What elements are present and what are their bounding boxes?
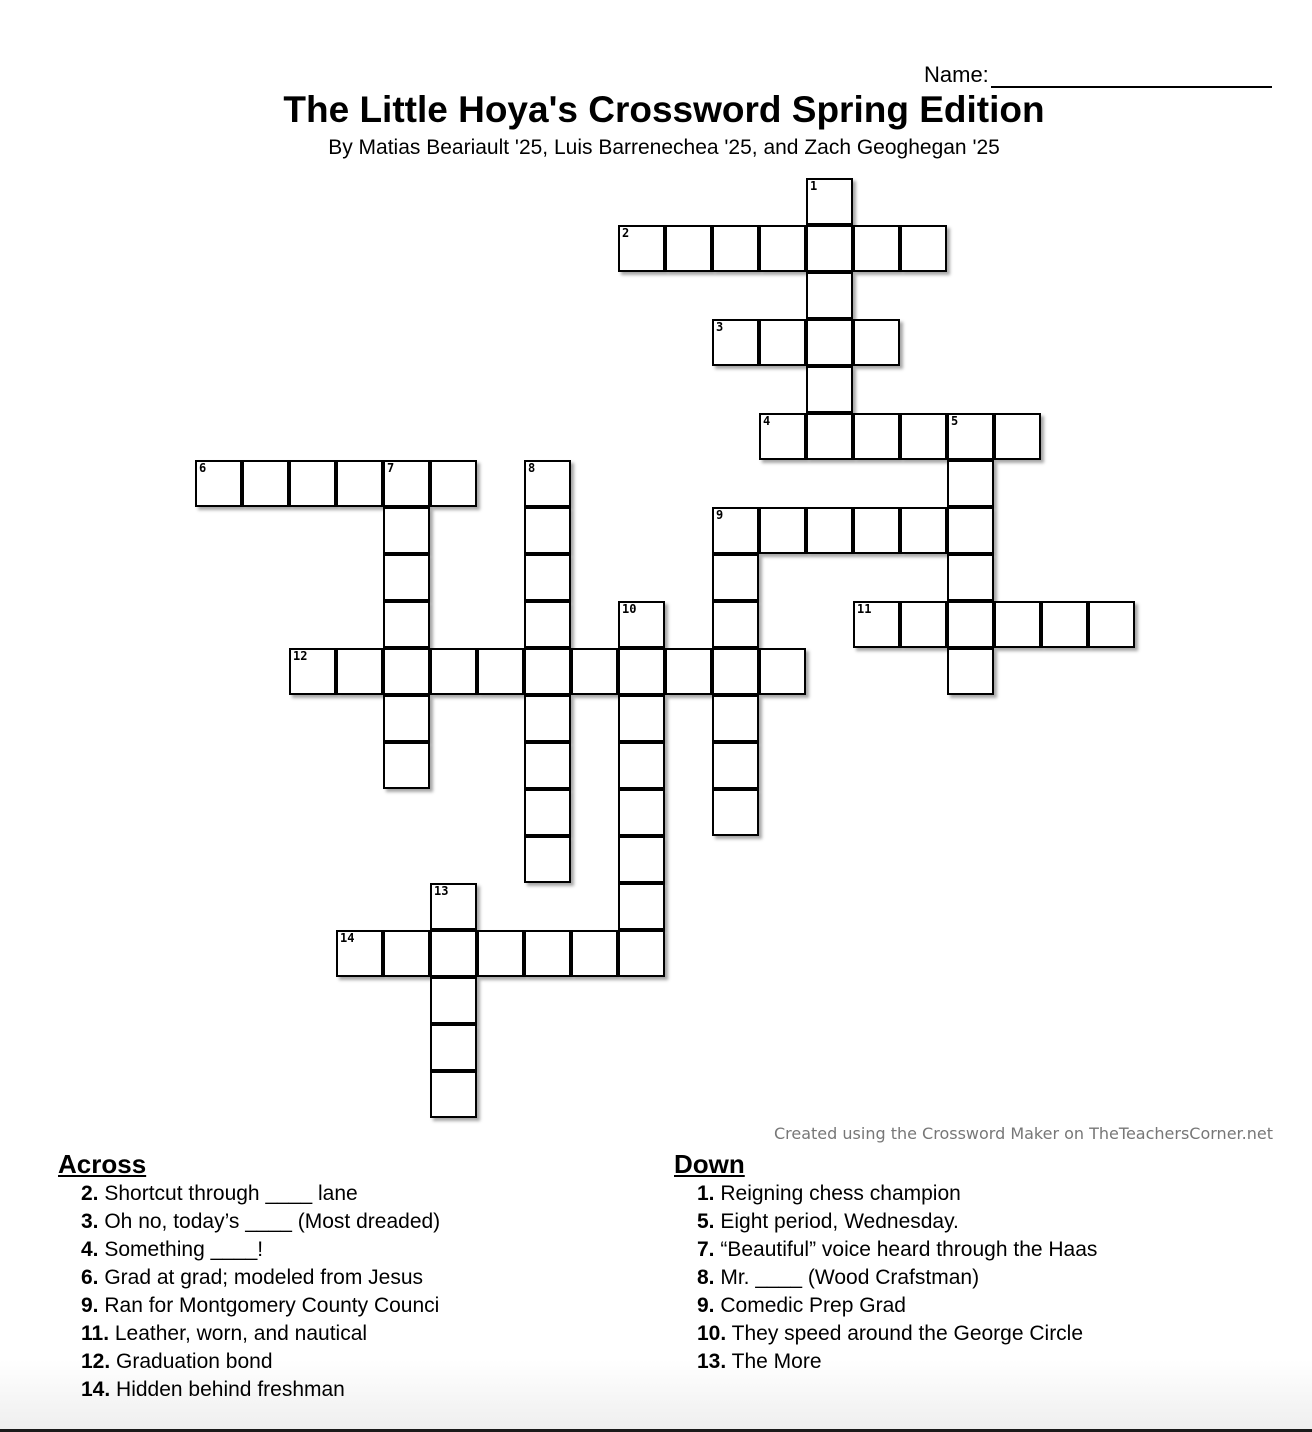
clue-text: “Beautiful” voice heard through the Haas	[714, 1238, 1098, 1261]
crossword-cell[interactable]	[383, 648, 430, 695]
across-clue	[81, 1292, 440, 1320]
crossword-cell[interactable]	[524, 554, 571, 601]
crossword-cell[interactable]	[853, 319, 900, 366]
clue-number: 9.	[81, 1294, 99, 1317]
crossword-cell[interactable]	[712, 789, 759, 836]
clue-text: Shortcut through ____ lane	[98, 1182, 358, 1205]
crossword-cell[interactable]	[618, 648, 665, 695]
crossword-cell[interactable]	[618, 742, 665, 789]
across-clue	[81, 1236, 440, 1264]
crossword-cell[interactable]	[853, 507, 900, 554]
cell-clue-number: 8	[528, 461, 536, 475]
clue-number: 10.	[697, 1322, 727, 1345]
crossword-cell[interactable]	[665, 225, 712, 272]
crossword-cell[interactable]	[383, 695, 430, 742]
crossword-cell[interactable]	[477, 648, 524, 695]
crossword-cell[interactable]	[524, 648, 571, 695]
clue-number: 14.	[81, 1378, 111, 1401]
crossword-cell[interactable]	[853, 601, 900, 648]
down-clue-list	[674, 1180, 1097, 1376]
crossword-cell[interactable]	[477, 930, 524, 977]
crossword-cell[interactable]	[947, 413, 994, 460]
crossword-cell[interactable]	[242, 460, 289, 507]
crossword-cell[interactable]	[806, 319, 853, 366]
crossword-cell[interactable]	[383, 554, 430, 601]
crossword-cell[interactable]	[712, 601, 759, 648]
cell-clue-number: 14	[340, 931, 355, 945]
down-clue	[697, 1348, 1097, 1376]
cell-clue-number: 5	[951, 414, 959, 428]
crossword-cell[interactable]	[712, 225, 759, 272]
crossword-cell[interactable]	[524, 460, 571, 507]
down-clue	[697, 1180, 1097, 1208]
clue-number: 1.	[697, 1182, 715, 1205]
crossword-cell[interactable]	[900, 601, 947, 648]
cell-clue-number: 7	[387, 461, 395, 475]
crossword-cell[interactable]	[712, 554, 759, 601]
crossword-cell[interactable]	[618, 789, 665, 836]
clue-number: 11.	[81, 1322, 110, 1345]
down-clue	[697, 1292, 1097, 1320]
across-clue-list	[58, 1180, 440, 1404]
clue-text: Grad at grad; modeled from Jesus	[98, 1266, 424, 1289]
crossword-cell[interactable]	[853, 413, 900, 460]
crossword-cell[interactable]	[900, 225, 947, 272]
clue-number: 6.	[81, 1266, 99, 1289]
crossword-cell[interactable]	[759, 319, 806, 366]
crossword-cell[interactable]	[524, 695, 571, 742]
crossword-cell[interactable]	[430, 930, 477, 977]
clue-text: Graduation bond	[110, 1350, 273, 1373]
across-clue	[81, 1348, 440, 1376]
crossword-cell[interactable]	[383, 460, 430, 507]
clue-text: Leather, worn, and nautical	[109, 1322, 368, 1345]
crossword-cell[interactable]	[1088, 601, 1135, 648]
crossword-cell[interactable]	[806, 413, 853, 460]
crossword-cell[interactable]	[618, 695, 665, 742]
crossword-cell[interactable]	[853, 225, 900, 272]
crossword-cell[interactable]	[712, 319, 759, 366]
clue-number: 3.	[81, 1210, 99, 1233]
crossword-cell[interactable]	[759, 225, 806, 272]
crossword-cell[interactable]	[430, 1024, 477, 1071]
clue-number: 4.	[81, 1238, 99, 1261]
cell-clue-number: 13	[434, 884, 449, 898]
across-clue	[81, 1208, 440, 1236]
crossword-cell[interactable]	[947, 507, 994, 554]
cell-clue-number: 11	[857, 602, 872, 616]
crossword-cell[interactable]	[383, 742, 430, 789]
cell-clue-number: 3	[716, 320, 724, 334]
crossword-cell[interactable]	[806, 225, 853, 272]
clue-number: 7.	[697, 1238, 715, 1261]
clue-number: 5.	[697, 1210, 715, 1233]
crossword-cell[interactable]	[759, 648, 806, 695]
across-clue	[81, 1320, 440, 1348]
crossword-cell[interactable]	[806, 507, 853, 554]
crossword-cell[interactable]	[383, 507, 430, 554]
crossword-cell[interactable]	[336, 930, 383, 977]
cell-clue-number: 4	[763, 414, 771, 428]
down-clue	[697, 1264, 1097, 1292]
clue-number: 8.	[697, 1266, 715, 1289]
crossword-cell[interactable]	[712, 648, 759, 695]
across-clue	[81, 1264, 440, 1292]
clue-number: 12.	[81, 1350, 111, 1373]
crossword-cell[interactable]	[947, 648, 994, 695]
crossword-cell[interactable]	[712, 695, 759, 742]
down-clues	[674, 1148, 1097, 1376]
crossword-cell[interactable]	[524, 836, 571, 883]
crossword-cell[interactable]	[524, 601, 571, 648]
crossword-cell[interactable]	[524, 789, 571, 836]
across-clues	[58, 1148, 440, 1404]
across-heading: Across	[58, 1149, 147, 1179]
crossword-cell[interactable]	[618, 883, 665, 930]
crossword-cell[interactable]	[712, 742, 759, 789]
down-heading: Down	[674, 1149, 745, 1179]
crossword-cell[interactable]	[571, 648, 618, 695]
clue-text: Oh no, today’s ____ (Most dreaded)	[98, 1210, 441, 1233]
crossword-cell[interactable]	[524, 742, 571, 789]
crossword-cell[interactable]	[900, 413, 947, 460]
crossword-cell[interactable]	[289, 460, 336, 507]
cell-clue-number: 2	[622, 226, 630, 240]
crossword-cell[interactable]	[759, 413, 806, 460]
crossword-cell[interactable]	[383, 601, 430, 648]
crossword-cell[interactable]	[1041, 601, 1088, 648]
credit-line: Created using the Crossword Maker on TheTeachersCorner.net	[773, 1124, 1273, 1143]
crossword-cell[interactable]	[195, 460, 242, 507]
clue-text: The More	[726, 1350, 822, 1373]
clue-text: Something ____!	[98, 1238, 264, 1261]
crossword-cell[interactable]	[806, 178, 853, 225]
clue-text: They speed around the George Circle	[726, 1322, 1084, 1345]
crossword-cell[interactable]	[336, 460, 383, 507]
crossword-cell[interactable]	[712, 507, 759, 554]
clue-text: Reigning chess champion	[714, 1182, 961, 1205]
clue-number: 13.	[697, 1350, 727, 1373]
clue-text: Comedic Prep Grad	[714, 1294, 906, 1317]
crossword-cell[interactable]	[994, 601, 1041, 648]
across-clue	[81, 1376, 440, 1404]
cell-clue-number: 1	[810, 179, 818, 193]
clue-number: 9.	[697, 1294, 715, 1317]
clue-text: Hidden behind freshman	[110, 1378, 345, 1401]
crossword-cell[interactable]	[383, 930, 430, 977]
crossword-cell[interactable]	[430, 977, 477, 1024]
crossword-cell[interactable]	[994, 413, 1041, 460]
down-clue	[697, 1320, 1097, 1348]
name-label: Name:	[924, 62, 989, 87]
crossword-cell[interactable]	[618, 225, 665, 272]
crossword-cell[interactable]	[336, 648, 383, 695]
clue-text: Eight period, Wednesday.	[714, 1210, 959, 1233]
crossword-cell[interactable]	[430, 460, 477, 507]
down-clue	[697, 1208, 1097, 1236]
crossword-cell[interactable]	[524, 930, 571, 977]
crossword-cell[interactable]	[618, 930, 665, 977]
crossword-cell[interactable]	[947, 460, 994, 507]
across-clue	[81, 1180, 440, 1208]
crossword-cell[interactable]	[430, 1071, 477, 1118]
puzzle-title: The Little Hoya's Crossword Spring Edition	[283, 89, 1045, 130]
cell-clue-number: 6	[199, 461, 207, 475]
crossword-cell[interactable]	[524, 507, 571, 554]
crossword-cell[interactable]	[618, 836, 665, 883]
crossword-cell[interactable]	[947, 554, 994, 601]
cell-clue-number: 10	[622, 602, 637, 616]
clue-number: 2.	[81, 1182, 99, 1205]
crossword-cell[interactable]	[289, 648, 336, 695]
crossword-cell[interactable]	[430, 883, 477, 930]
crossword-cell[interactable]	[759, 507, 806, 554]
down-clue	[697, 1236, 1097, 1264]
crossword-cell[interactable]	[900, 507, 947, 554]
cell-clue-number: 9	[716, 508, 724, 522]
crossword-cell[interactable]	[806, 366, 853, 413]
crossword-cell[interactable]	[947, 601, 994, 648]
crossword-cell[interactable]	[665, 648, 712, 695]
crossword-cell[interactable]	[571, 930, 618, 977]
crossword-cell[interactable]	[806, 272, 853, 319]
cell-clue-number: 12	[293, 649, 308, 663]
clue-text: Ran for Montgomery County Counci	[98, 1294, 440, 1317]
crossword-cell[interactable]	[430, 648, 477, 695]
puzzle-byline: By Matias Beariault '25, Luis Barrenechea '25, and Zach Geoghegan '25	[328, 136, 1000, 159]
crossword-cell[interactable]	[618, 601, 665, 648]
clue-text: Mr. ____ (Wood Crafstman)	[714, 1266, 980, 1289]
